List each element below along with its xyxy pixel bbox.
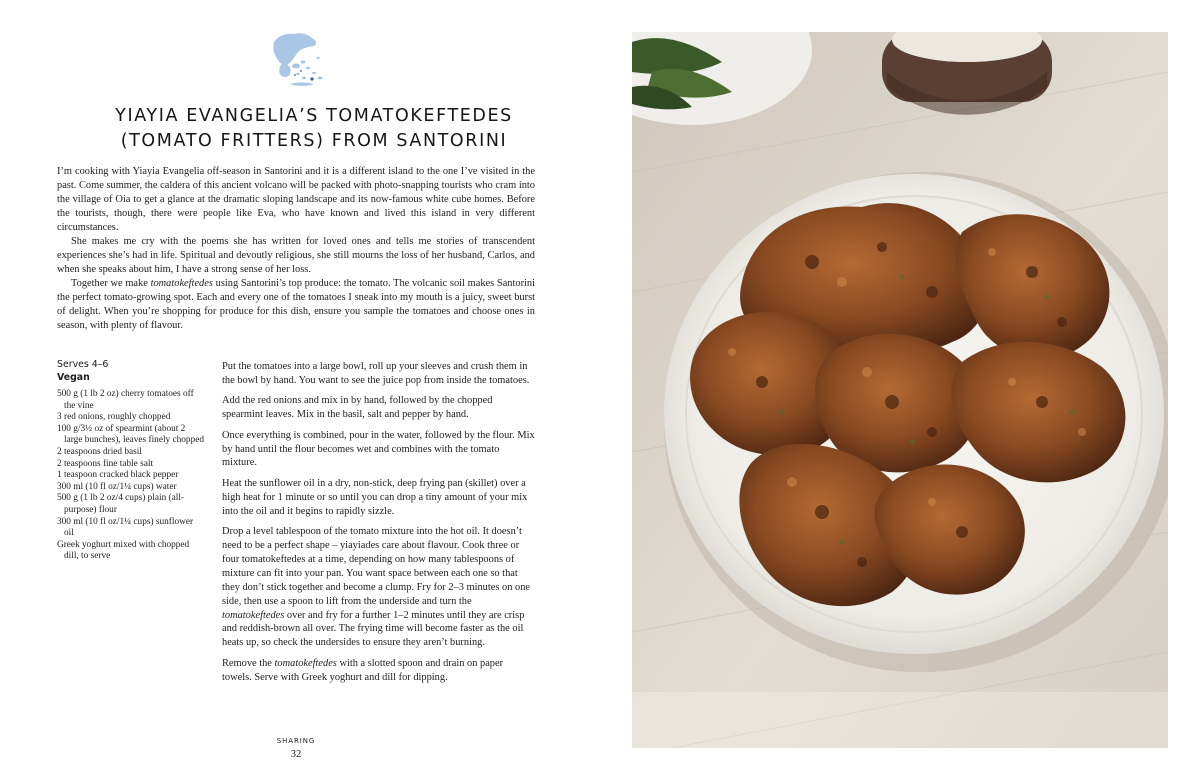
- ingredient-item: Greek yoghurt mixed with chopped dill, to serve: [57, 539, 190, 562]
- method-text: over and fry for a further 1–2 minutes until they are crisp and reddish-brown all over. The frying time will become faster as the oil heats up, so check the undersides to ensure they aren’t burning.: [222, 609, 525, 649]
- ingredients-column: [57, 358, 205, 563]
- ingredient-item: 2 teaspoons fine table salt: [57, 458, 154, 469]
- page-footer: [246, 736, 346, 762]
- recipe-title-line-1: YIAYIA EVANGELIA’S TOMATOKEFTEDES: [115, 106, 513, 126]
- method-italic: tomatokeftedes: [222, 609, 285, 621]
- section-name: SHARING: [276, 737, 316, 745]
- intro-paragraph: She makes me cry with the poems she has written for loved ones and tells me stories of transcendent experiences she’s had in life. Spiritual and devoutly religious, she still mourns the loss of her husband, Carlos, and when she speaks about him, I have a strong sense of her loss.: [57, 236, 535, 275]
- method-step: Once everything is combined, pour in the water, followed by the flour. Mix by hand until the flour becomes wet and combines with the tomato mixture.: [222, 429, 535, 469]
- ingredient-item: 100 g/3½ oz of spearmint (about 2 large bunches), leaves finely chopped: [57, 423, 205, 446]
- recipe-introduction: [57, 165, 535, 333]
- method-step: Heat the sunflower oil in a dry, non-stick, deep frying pan (skillet) over a high heat for 1 minute or so until you can drop a tiny amount of your mix into the oil and it begins to rapidly sizzle.: [222, 477, 528, 517]
- intro-paragraph: I’m cooking with Yiayia Evangelia off-season in Santorini and it is a different island to the one I’ve visited in the past. Come summer, the caldera of this ancient volcano will be packed with photo-snapping tourists who cram into the village of Oia to get a glance at the dramatic sloping landscape and its now-famous white cube homes. Before the tourists, though, there were people like Eva, who have known and lived this island in very different circumstances.: [57, 166, 535, 233]
- greece-map-icon: [268, 28, 328, 90]
- food-photo-illustration: [632, 32, 1168, 748]
- intro-text: using Santorini’s top produce: the tomato. The volcanic soil makes Santorini the perfect tomato-growing spot. Each and every one of the tomatoes I sneak into my mouth is a juicy, sweet burst of delight. When you’re shopping for produce for this dish, ensure you sample the tomatoes and choose ones in season, with plenty of flavour.: [57, 278, 536, 331]
- method-text: with a slotted spoon and drain on paper towels. Serve with Greek yoghurt and dill for dipping.: [222, 657, 504, 683]
- ingredient-item: 3 red onions, roughly chopped: [57, 412, 171, 423]
- method-step: [222, 525, 535, 650]
- method-step: Add the red onions and mix in by hand, followed by the chopped spearmint leaves. Mix in the basil, salt and pepper by hand.: [222, 395, 493, 421]
- ingredient-item: 300 ml (10 fl oz/1¼ cups) water: [57, 481, 177, 492]
- ingredient-item: 1 teaspoon cracked black pepper: [57, 470, 179, 481]
- ingredient-item: 500 g (1 lb 2 oz) cherry tomatoes off the vine: [57, 389, 194, 411]
- intro-text: Together we make: [71, 278, 151, 289]
- intro-italic: tomatokeftedes: [150, 278, 213, 289]
- method-step: Put the tomatoes into a large bowl, roll up your sleeves and crush them in the bowl by hand. You want to see the juice pop from inside the tomatoes.: [222, 361, 530, 386]
- ingredient-item: 500 g (1 lb 2 oz/4 cups) plain (all-purpose) flour: [57, 493, 185, 515]
- serves-label: Serves 4–6: [57, 359, 109, 370]
- recipe-title: [40, 104, 588, 154]
- ingredient-item: 2 teaspoons dried basil: [57, 446, 142, 457]
- method-text: Remove the: [222, 657, 275, 669]
- diet-label: Vegan: [57, 372, 90, 383]
- ingredient-item: 300 ml (10 fl oz/1¼ cups) sunflower oil: [57, 516, 194, 539]
- page-number: 32: [290, 749, 302, 760]
- method-text: Drop a level tablespoon of the tomato mixture into the hot oil. It doesn’t need to be a perfect shape – yiayiades care about flavour. Cook three or four tomatokeftedes at a time, depending on how many tablespoons of mixture can fit into your pan. You want space between each one so that they don’t stick together and become a clump. Fry for 2–3 minutes on one side, then use a spoon to lift from the underside and turn the: [222, 526, 530, 607]
- method-italic: tomatokeftedes: [274, 657, 337, 669]
- method-column: [222, 360, 535, 691]
- intro-paragraph: [57, 277, 535, 333]
- method-step: [222, 657, 535, 685]
- ingredients-list: [57, 389, 205, 563]
- food-photo: [632, 32, 1168, 748]
- recipe-title-line-2: (TOMATO FRITTERS) FROM SANTORINI: [120, 131, 508, 151]
